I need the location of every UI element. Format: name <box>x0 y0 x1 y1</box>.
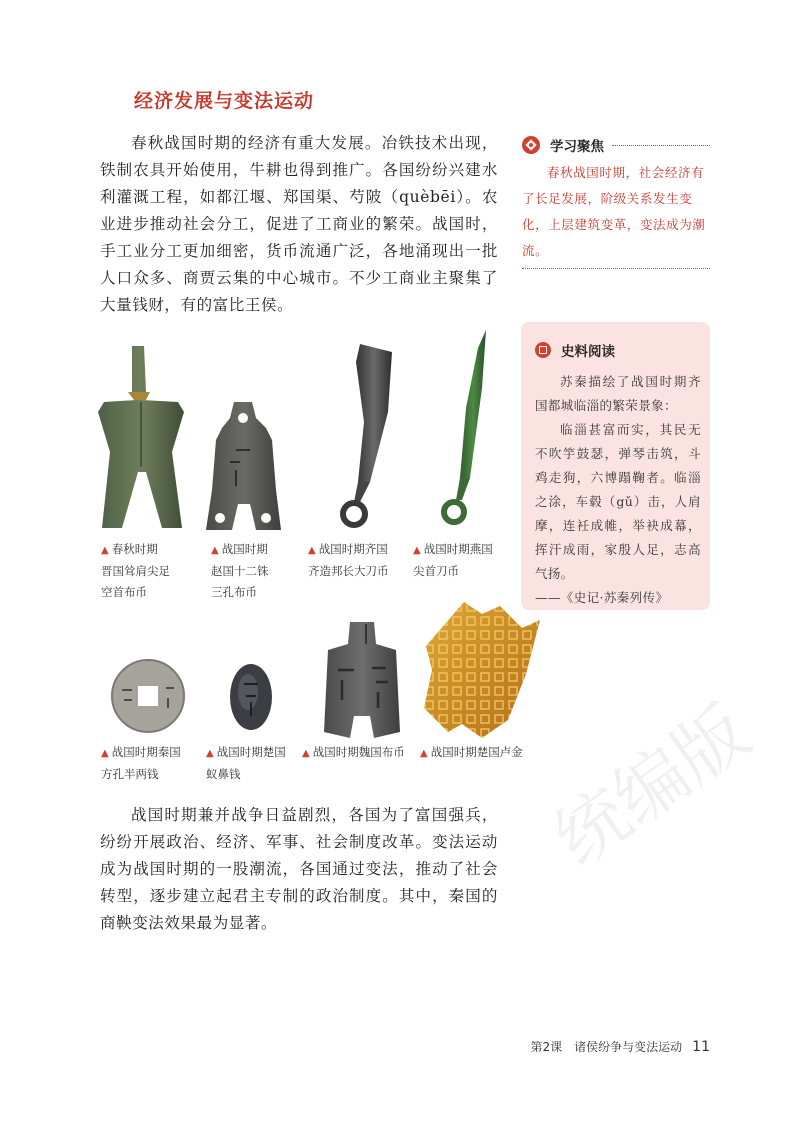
caption-line: 空首布币 <box>101 585 147 599</box>
footer-lesson: 第2课 诸侯纷争与变法运动 <box>530 1040 683 1054</box>
triangle-marker-icon: ▲ <box>420 748 428 759</box>
caption-line: 方孔半两钱 <box>101 767 159 781</box>
caption-qi-knife <box>308 539 389 582</box>
caption-jin-spade <box>101 539 170 603</box>
focus-diamond-icon <box>522 136 540 154</box>
caption-line: 战国时期齐国 <box>318 542 388 556</box>
focus-bottom-divider <box>522 268 710 269</box>
paragraph-text: 春秋战国时期的经济有重大发展。冶铁技术出现，铁制农具开始使用，牛耕也得到推广。各国纷纷兴建水利灌溉工程，如都江堰、郑国渠、芍陂（quèbēi）。农业进步推动社会分工，促进了工商业的繁荣。战国时，手工业分工更加细密，货币流通广泛，各地涌现出一批人口众多、商贾云集的中心城市。不少工商业主聚集了大量钱财，有的富比王侯。 <box>100 134 498 314</box>
triangle-marker-icon: ▲ <box>211 545 219 556</box>
caption-line: 春秋时期 <box>111 542 158 556</box>
page-footer <box>480 1038 710 1055</box>
caption-line: 三孔布币 <box>211 585 257 599</box>
banliang-coin-image <box>110 658 186 734</box>
focus-title: 学习聚焦 <box>550 139 604 155</box>
caption-line: 战国时期魏国布币 <box>312 745 405 759</box>
focus-text: 春秋战国时期，社会经济有了长足发展，阶级关系发生变化，上层建筑变革，变法成为潮流。 <box>522 165 706 258</box>
triangle-marker-icon: ▲ <box>101 545 109 556</box>
source-reading-box <box>521 322 710 610</box>
triangle-marker-icon: ▲ <box>302 748 310 759</box>
caption-line: 战国时期楚国 <box>216 745 286 759</box>
caption-zhao-spade <box>211 539 269 603</box>
body-paragraph-2 <box>100 802 498 937</box>
reading-quote: 临淄甚富而实，其民无不吹竽鼓瑟，弹琴击筑，斗鸡走狗，六博蹋鞠者。临淄之涂，车毂（gǔ）击，人肩摩，连衽成帷，举袂成幕，挥汗成雨，家殷人足，志高气扬。 <box>535 422 701 581</box>
book-icon <box>535 342 551 358</box>
focus-divider <box>612 145 710 146</box>
spade-coin-jin-image <box>98 342 184 532</box>
caption-line: 齐造邦长大刀币 <box>308 564 389 578</box>
study-focus-box <box>522 135 710 269</box>
triangle-marker-icon: ▲ <box>308 545 316 556</box>
reading-source: ——《史记·苏秦列传》 <box>535 590 669 605</box>
caption-wei-spade <box>302 742 405 764</box>
caption-line: 尖首刀币 <box>413 564 459 578</box>
reading-title: 史料阅读 <box>561 344 615 360</box>
caption-line: 赵国十二铢 <box>211 564 269 578</box>
caption-yan-knife <box>413 539 493 582</box>
caption-line: 蚁鼻钱 <box>206 767 241 781</box>
paragraph-text: 战国时期兼并战争日益剧烈，各国为了富国强兵，纷纷开展政治、经济、军事、社会制度改革。变法运动成为战国时期的一股潮流，各国通过变法，推动了社会转型，逐步建立起君主专制的政治制度。其中，秦国的商鞅变法效果最为显著。 <box>100 806 498 932</box>
knife-coin-qi-image <box>330 342 396 528</box>
lujin-gold-image <box>422 600 540 740</box>
caption-chu-antnose <box>206 742 286 785</box>
caption-line: 晋国耸肩尖足 <box>101 564 170 578</box>
spade-coin-zhao-image <box>206 400 281 532</box>
triangle-marker-icon: ▲ <box>206 748 214 759</box>
ant-nose-coin-image <box>228 662 274 732</box>
triangle-marker-icon: ▲ <box>413 545 421 556</box>
caption-line: 战国时期楚国卢金 <box>430 745 523 759</box>
caption-chu-lujin <box>420 742 523 764</box>
reading-intro: 苏秦描绘了战国时期齐国都城临淄的繁荣景象： <box>535 374 701 413</box>
caption-line: 战国时期秦国 <box>111 745 181 759</box>
section-title: 经济发展与变法运动 <box>134 90 315 112</box>
triangle-marker-icon: ▲ <box>101 748 109 759</box>
watermark: 统编版 <box>539 689 765 882</box>
body-paragraph-1 <box>100 130 498 319</box>
spade-coin-wei-image <box>322 620 402 740</box>
caption-line: 战国时期 <box>221 542 268 556</box>
caption-qin-banliang <box>101 742 181 785</box>
caption-line: 战国时期燕国 <box>423 542 493 556</box>
knife-coin-yan-image <box>434 328 490 528</box>
page-number: 11 <box>692 1039 710 1055</box>
